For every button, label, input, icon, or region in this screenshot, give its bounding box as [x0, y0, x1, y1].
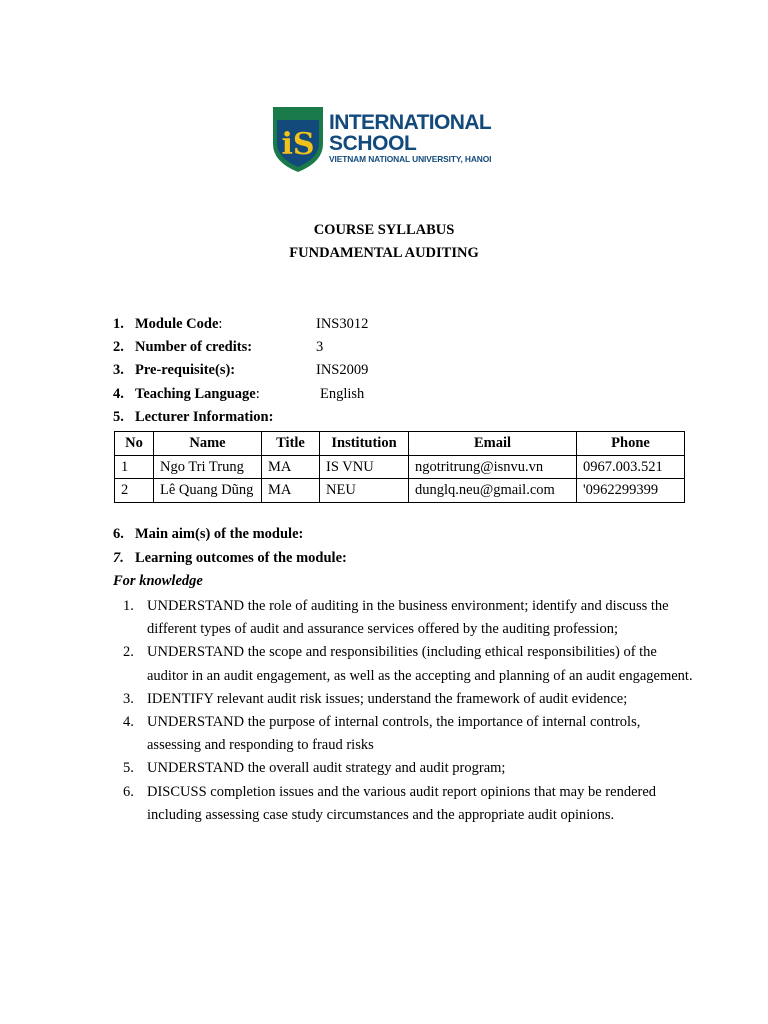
section-main-aims: 6. Main aim(s) of the module:	[113, 526, 304, 542]
list-item: 6. DISCUSS completion issues and the various audit report opinions that may be rendered including assessing case study circumstances and the appropriate audit opinions.	[123, 783, 657, 823]
list-item: 1. UNDERSTAND the role of auditing in the business environment; identify and discuss the different types of audit and assurance services offered by the auditing profession;	[123, 598, 669, 638]
svg-text:iS: iS	[281, 127, 315, 162]
section-learning-outcomes: 7. Learning outcomes of the module:	[113, 550, 347, 566]
cell-no: 2	[115, 479, 154, 503]
logo-line-international: INTERNATIONAL	[329, 111, 492, 134]
cell-name: Lê Quang Dũng	[154, 479, 262, 503]
course-title: FUNDAMENTAL AUDITING	[289, 245, 479, 261]
shield-emblem-icon	[270, 104, 326, 174]
learning-outcomes-list	[113, 595, 693, 827]
cell-email: dunglq.neu@gmail.com	[409, 479, 577, 503]
header-institution: Institution	[320, 432, 409, 456]
table-header-row	[115, 432, 685, 456]
cell-title: MA	[262, 479, 320, 503]
cell-name: Ngo Tri Trung	[154, 455, 262, 479]
list-item: 3. IDENTIFY relevant audit risk issues; understand the framework of audit evidence;	[123, 690, 628, 707]
list-item: 2. UNDERSTAND the scope and responsibilities (including ethical responsibilities) of the auditor in an audit engagement, as well as the accepting and planning of an audit engagement.	[123, 644, 693, 684]
cell-no: 1	[115, 455, 154, 479]
module-code-value: INS3012	[316, 316, 369, 332]
cell-title: MA	[262, 455, 320, 479]
cell-institution: IS VNU	[320, 455, 409, 479]
cell-phone: '0962299399	[577, 479, 685, 503]
header-name: Name	[154, 432, 262, 456]
document-title: COURSE SYLLABUS	[313, 222, 455, 238]
table-row	[115, 455, 685, 479]
logo-line-school: SCHOOL	[329, 132, 417, 155]
cell-institution: NEU	[320, 479, 409, 503]
logo-line-university: VIETNAM NATIONAL UNIVERSITY, HANOI	[329, 154, 492, 164]
header-phone: Phone	[577, 432, 685, 456]
header-title: Title	[262, 432, 320, 456]
list-item: 5. UNDERSTAND the overall audit strategy and audit program;	[123, 760, 506, 777]
school-logo	[270, 104, 520, 174]
table-row	[115, 479, 685, 503]
teaching-language-value: English	[320, 385, 365, 402]
header-email: Email	[409, 432, 577, 456]
cell-email: ngotritrung@isnvu.vn	[409, 455, 577, 479]
list-item: 4. UNDERSTAND the purpose of internal controls, the importance of internal controls, assessing and responding to fraud risks	[123, 714, 641, 754]
header-no: No	[115, 432, 154, 456]
credits-value: 3	[316, 339, 324, 356]
lecturer-table	[114, 431, 685, 503]
cell-phone: 0967.003.521	[577, 455, 685, 479]
for-knowledge-heading: For knowledge	[113, 573, 203, 589]
prerequisite-value: INS2009	[316, 362, 369, 379]
